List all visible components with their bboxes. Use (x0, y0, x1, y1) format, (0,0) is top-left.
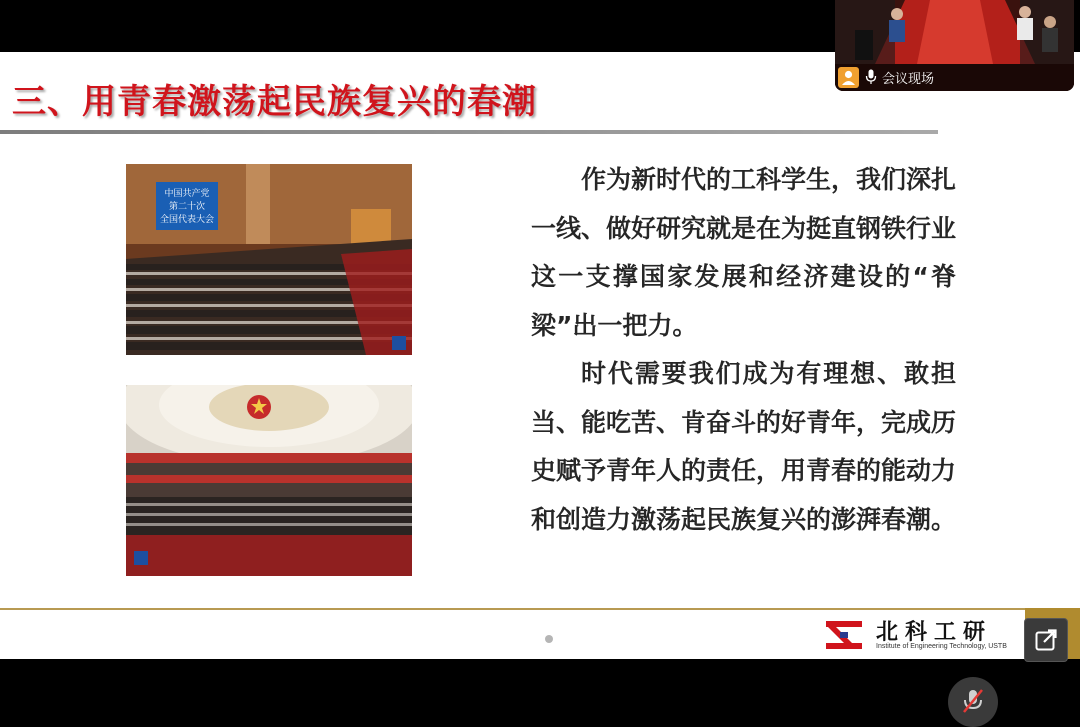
mic-muted-icon (961, 688, 985, 716)
institute-name: 北科工研 (876, 620, 993, 645)
great-hall-photo (126, 385, 412, 576)
congress-hall-photo (126, 164, 412, 355)
institute-subtitle: Institute of Engineering Technology, USTB (876, 643, 1007, 650)
expand-icon (1035, 629, 1057, 651)
user-avatar-icon (838, 67, 859, 88)
banner-line-3: 全国代表大会 (159, 215, 215, 225)
participant-video-tile[interactable] (835, 0, 1074, 91)
banner-line-1: 中国共产党 (164, 189, 210, 199)
expand-button[interactable] (1024, 618, 1068, 662)
institute-logo-mark-icon (822, 619, 866, 651)
slide-body-text (531, 156, 956, 544)
institute-logo (822, 617, 1012, 653)
presentation-slide (0, 52, 1080, 659)
slide-title: 三、用青春激荡起民族复兴的春潮 (12, 82, 537, 122)
page-indicator-dot (545, 635, 553, 643)
paragraph-1: 作为新时代的工科学生，我们深扎一线、做好研究就是在为挺直钢铁行业这一支撑国家发展和经济建设的“脊梁”出一把力。 (531, 165, 957, 340)
title-divider (0, 130, 938, 134)
mic-icon (865, 69, 877, 85)
banner-line-2: 第二十次 (168, 202, 206, 212)
participant-name: 会议现场 (882, 72, 935, 87)
footer-divider (0, 608, 1025, 610)
mute-button[interactable] (948, 677, 998, 727)
video-caption-bar (835, 64, 1074, 91)
paragraph-2: 时代需要我们成为有理想、敢担当、能吃苦、肯奋斗的好青年，完成历史赋予青年人的责任，用青春的能动力和创造力激荡起民族复兴的澎湃春潮。 (531, 359, 957, 534)
